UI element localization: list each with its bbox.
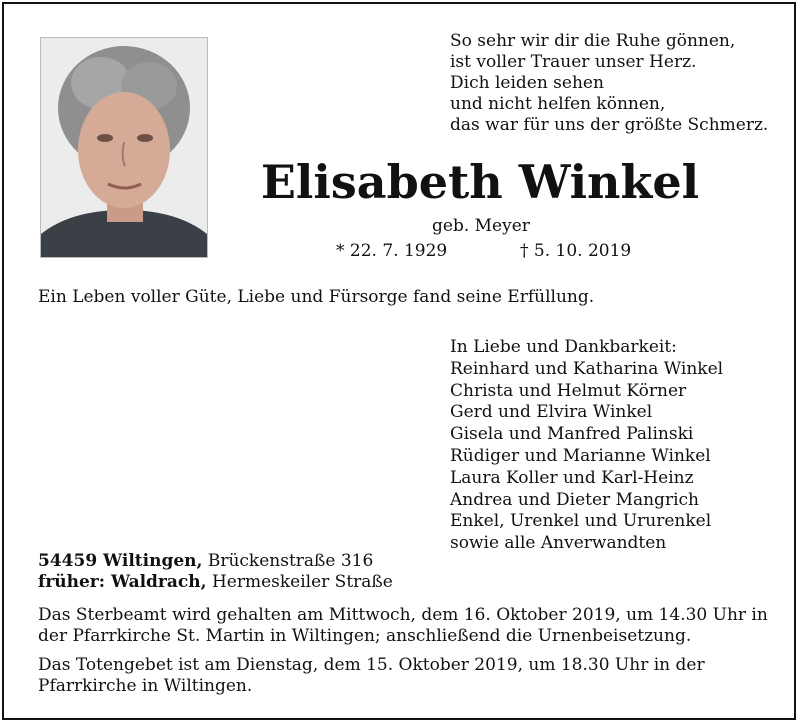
list-item: Rüdiger und Marianne Winkel	[450, 445, 711, 466]
birth-name: geb. Meyer	[432, 216, 530, 236]
address-town: 54459 Wiltingen,	[38, 551, 203, 571]
poem-line: und nicht helfen können,	[450, 94, 666, 114]
address-block	[38, 551, 393, 593]
poem-line: das war für uns der größte Schmerz.	[450, 115, 769, 135]
list-item: Andrea und Dieter Mangrich	[450, 489, 699, 510]
mourners-list	[450, 337, 723, 555]
former-street: Hermeskeiler Straße	[211, 572, 393, 592]
list-item: Christa und Helmut Körner	[450, 380, 687, 401]
list-item: Enkel, Urenkel und Ururenkel	[450, 511, 712, 532]
address-street: Brückenstraße 316	[207, 551, 374, 571]
portrait-illustration	[41, 38, 207, 257]
poem-line: Dich leiden sehen	[450, 73, 604, 93]
list-item: Reinhard und Katharina Winkel	[450, 358, 724, 379]
funeral-note: Das Sterbeamt wird gehalten am Mittwoch, dem 16. Oktober 2019, um 14.30 Uhr in der Pfarrkirche St. Martin in Wiltingen; anschließend die Urnenbeisetzung.	[38, 605, 768, 646]
list-item: Gisela und Manfred Palinski	[450, 424, 694, 445]
poem-line: ist voller Trauer unser Herz.	[450, 52, 697, 72]
poem-line: So sehr wir dir die Ruhe gönnen,	[450, 31, 736, 51]
list-item: Gerd und Elvira Winkel	[450, 402, 653, 423]
motto: Ein Leben voller Güte, Liebe und Fürsorge fand seine Erfüllung.	[38, 287, 595, 307]
deceased-name: Elisabeth Winkel	[260, 155, 700, 209]
address-line-current	[38, 551, 393, 572]
death-date: † 5. 10. 2019	[520, 241, 632, 261]
list-item: sowie alle Anverwandten	[450, 533, 667, 554]
poem	[450, 31, 768, 136]
mourners-heading: In Liebe und Dankbarkeit:	[450, 337, 677, 357]
portrait-photo	[40, 37, 208, 258]
prayer-note: Das Totengebet ist am Dienstag, dem 15. Oktober 2019, um 18.30 Uhr in der Pfarrkirche in Wiltingen.	[38, 655, 705, 696]
birth-date: * 22. 7. 1929	[336, 241, 448, 261]
list-item: Laura Koller und Karl-Heinz	[450, 467, 694, 488]
address-line-former	[38, 572, 393, 593]
former-town: früher: Waldrach,	[38, 572, 207, 592]
